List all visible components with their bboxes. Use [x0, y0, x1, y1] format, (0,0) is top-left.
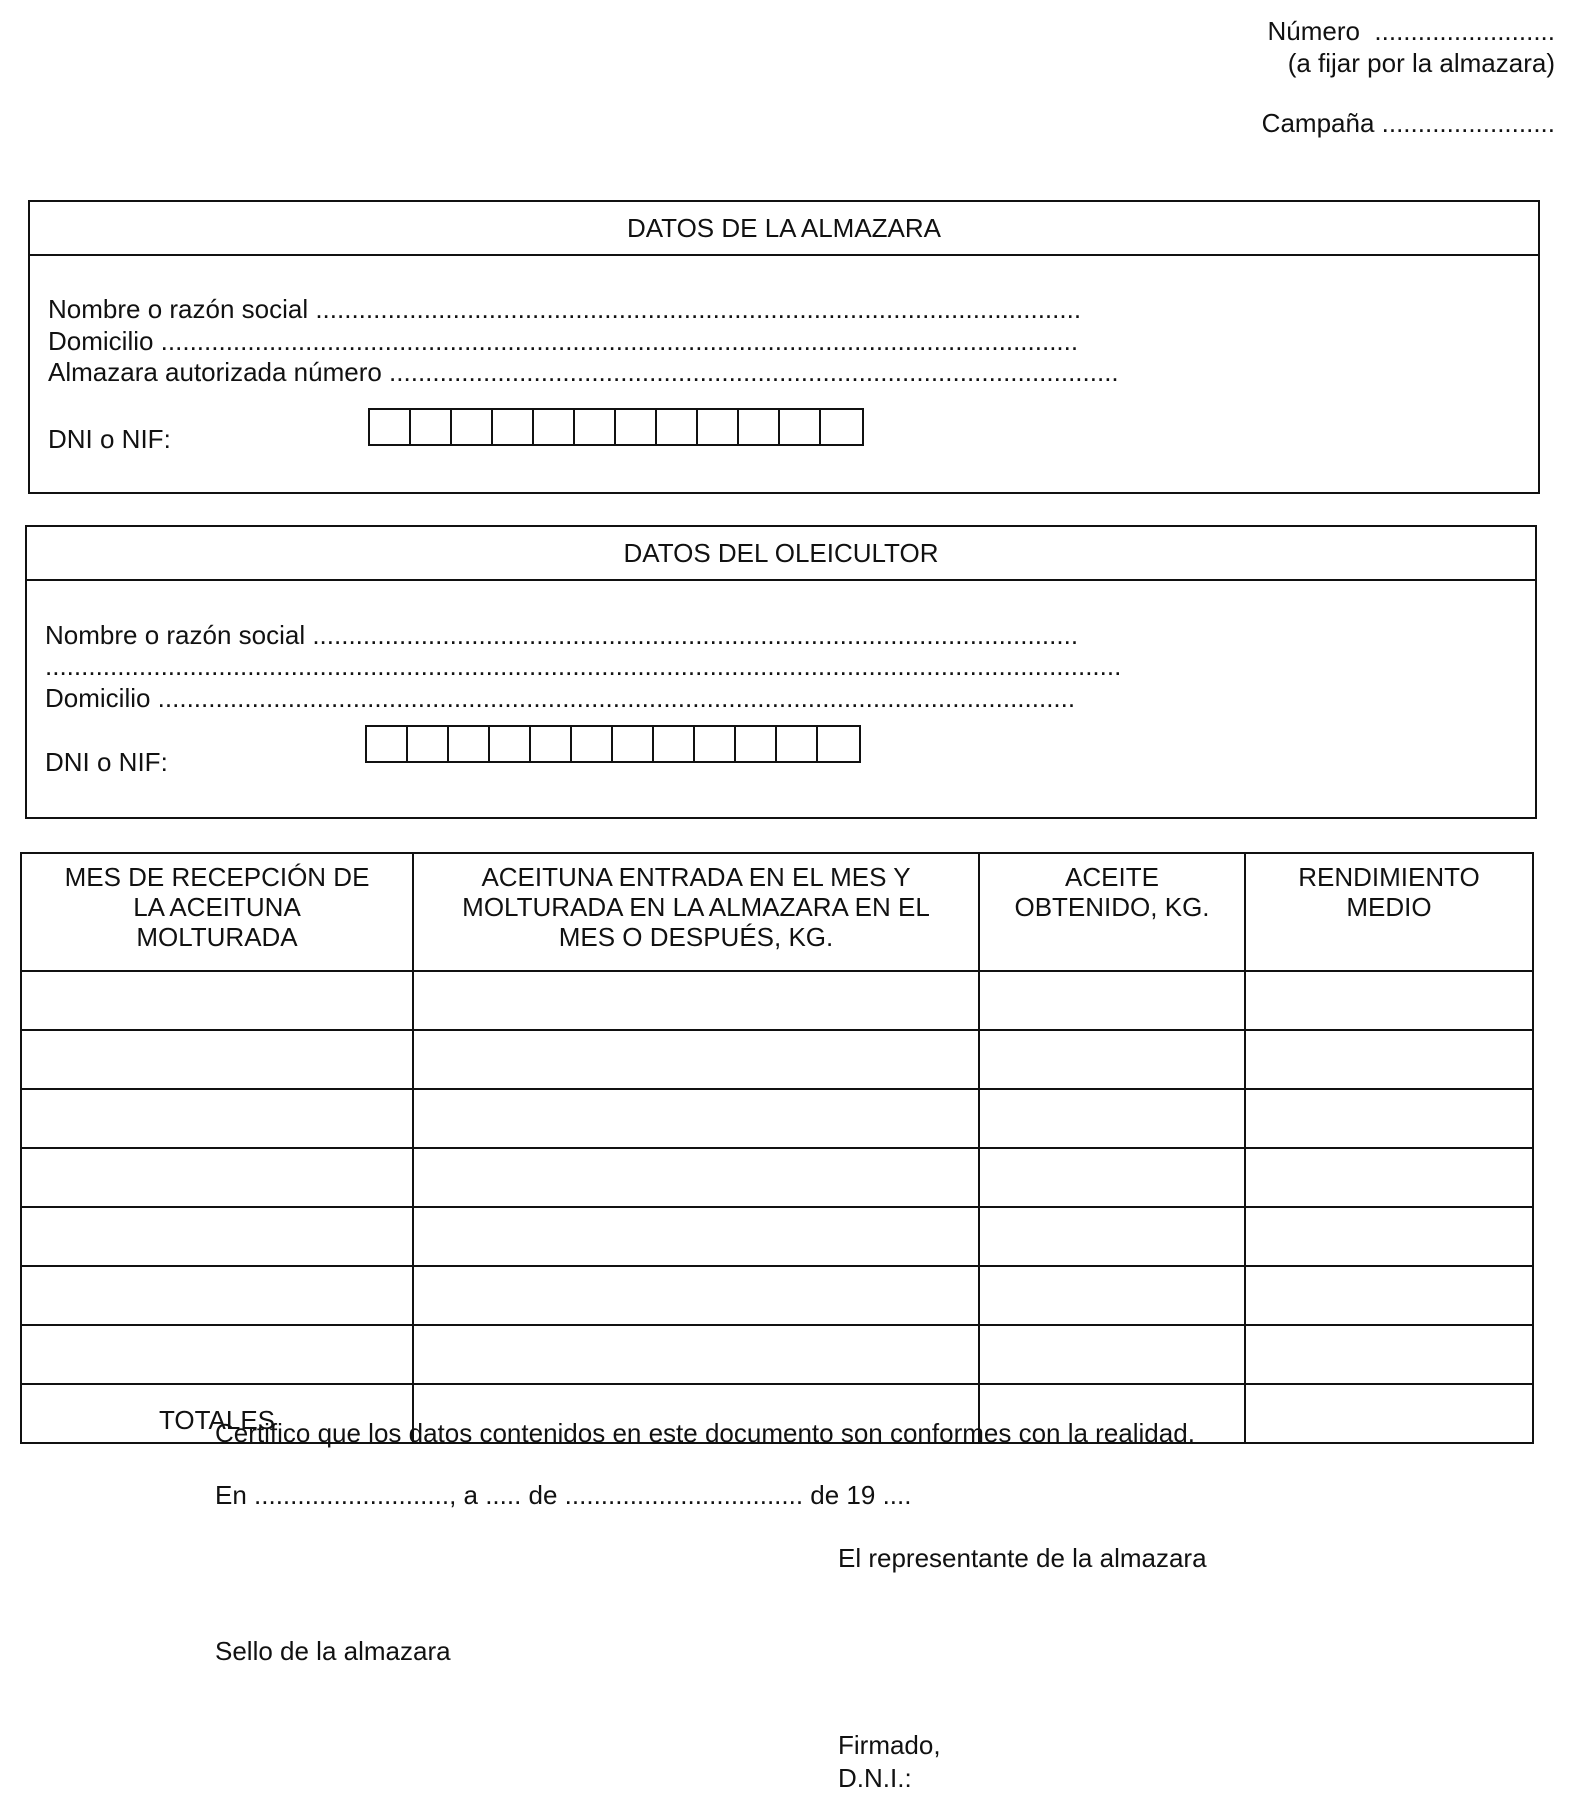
table-cell[interactable]: [979, 1266, 1245, 1325]
table-header-row: [21, 853, 1533, 971]
table-cell[interactable]: [1245, 1030, 1533, 1089]
nif-cell[interactable]: [531, 727, 572, 761]
nif-cell[interactable]: [695, 727, 736, 761]
table-cell[interactable]: [1245, 1148, 1533, 1207]
oleicultor-domicilio-field: Domicilio ...............................................................................................................................: [45, 683, 1076, 713]
almazara-autorizada-field: Almazara autorizada número .....................................................................................................: [48, 357, 1119, 387]
nif-cell[interactable]: [408, 727, 449, 761]
oleicultor-section: [25, 525, 1537, 819]
table-cell[interactable]: [979, 1148, 1245, 1207]
nif-cell[interactable]: [367, 727, 408, 761]
totales-label: TOTALES: [21, 1384, 413, 1443]
almazara-domicilio-field: Domicilio ...............................................................................................................................: [48, 326, 1079, 356]
campana-field: Campaña ........................: [1261, 108, 1555, 138]
table-row: [21, 1030, 1533, 1089]
certification-text: Certifico que los datos contenidos en este documento son conformes con la realidad.: [215, 1418, 1195, 1448]
nif-cell[interactable]: [654, 727, 695, 761]
oleicultor-title: DATOS DEL OLEICULTOR: [27, 527, 1535, 581]
firmado-label: Firmado,: [838, 1730, 941, 1760]
table-cell[interactable]: [21, 1325, 413, 1384]
table-cell[interactable]: [979, 1030, 1245, 1089]
table-cell[interactable]: [413, 1089, 979, 1148]
table-cell[interactable]: [1245, 1089, 1533, 1148]
dni-signature-label: D.N.I.:: [838, 1763, 912, 1793]
table-cell[interactable]: [1245, 971, 1533, 1030]
almazara-nif-boxes[interactable]: [368, 408, 864, 446]
nif-cell[interactable]: [616, 410, 657, 444]
nif-cell[interactable]: [821, 410, 862, 444]
table-cell[interactable]: [21, 971, 413, 1030]
almazara-title: DATOS DE LA ALMAZARA: [30, 202, 1538, 256]
table-row: [21, 1325, 1533, 1384]
col-mes-header: MES DE RECEPCIÓN DE LA ACEITUNA MOLTURADA: [21, 853, 413, 971]
col-aceite-header: ACEITE OBTENIDO, KG.: [979, 853, 1245, 971]
nif-cell[interactable]: [493, 410, 534, 444]
table-row: [21, 1089, 1533, 1148]
almazara-dni-label: DNI o NIF:: [48, 424, 171, 454]
molturacion-table: [20, 852, 1534, 1444]
nif-cell[interactable]: [411, 410, 452, 444]
totales-cell[interactable]: [1245, 1384, 1533, 1443]
nif-cell[interactable]: [657, 410, 698, 444]
table-cell[interactable]: [413, 1266, 979, 1325]
nif-cell[interactable]: [575, 410, 616, 444]
nif-cell[interactable]: [698, 410, 739, 444]
representante-label: El representante de la almazara: [838, 1543, 1207, 1573]
numero-note: (a fijar por la almazara): [1287, 48, 1555, 78]
table-cell[interactable]: [21, 1266, 413, 1325]
table-row: [21, 1207, 1533, 1266]
table-cell[interactable]: [1245, 1207, 1533, 1266]
table-cell[interactable]: [413, 1148, 979, 1207]
table-cell[interactable]: [1245, 1266, 1533, 1325]
nif-cell[interactable]: [818, 727, 859, 761]
table-row: [21, 971, 1533, 1030]
nif-cell[interactable]: [739, 410, 780, 444]
table-cell[interactable]: [21, 1207, 413, 1266]
table-cell[interactable]: [979, 1325, 1245, 1384]
numero-field: Número .........................: [1267, 16, 1555, 46]
table-cell[interactable]: [21, 1030, 413, 1089]
table-cell[interactable]: [413, 1030, 979, 1089]
nif-cell[interactable]: [534, 410, 575, 444]
table-cell[interactable]: [979, 1207, 1245, 1266]
table-cell[interactable]: [413, 971, 979, 1030]
table-cell[interactable]: [979, 1089, 1245, 1148]
table-cell[interactable]: [1245, 1325, 1533, 1384]
nif-cell[interactable]: [449, 727, 490, 761]
nif-cell[interactable]: [613, 727, 654, 761]
table-row: [21, 1148, 1533, 1207]
table-cell[interactable]: [979, 971, 1245, 1030]
nif-cell[interactable]: [452, 410, 493, 444]
nif-cell[interactable]: [490, 727, 531, 761]
nif-cell[interactable]: [572, 727, 613, 761]
oleicultor-dni-label: DNI o NIF:: [45, 747, 168, 777]
oleicultor-nombre-field: Nombre o razón social ..........................................................................................................: [45, 620, 1079, 650]
sello-label: Sello de la almazara: [215, 1636, 451, 1666]
table-cell[interactable]: [21, 1089, 413, 1148]
oleicultor-nombre-continuation: .....................................................................................................................................................: [45, 651, 1122, 681]
nif-cell[interactable]: [777, 727, 818, 761]
col-rendimiento-header: RENDIMIENTO MEDIO: [1245, 853, 1533, 971]
table-cell[interactable]: [413, 1207, 979, 1266]
place-date-line: En ..........................., a ..... de ................................. de 19 ....: [215, 1480, 912, 1510]
nif-cell[interactable]: [780, 410, 821, 444]
oleicultor-nif-boxes[interactable]: [365, 725, 861, 763]
nif-cell[interactable]: [370, 410, 411, 444]
nif-cell[interactable]: [736, 727, 777, 761]
table-cell[interactable]: [413, 1325, 979, 1384]
table-cell[interactable]: [21, 1148, 413, 1207]
col-aceituna-header: ACEITUNA ENTRADA EN EL MES Y MOLTURADA EN LA ALMAZARA EN EL MES O DESPUÉS, KG.: [413, 853, 979, 971]
almazara-section: [28, 200, 1540, 494]
almazara-nombre-field: Nombre o razón social ..........................................................................................................: [48, 294, 1082, 324]
table-row: [21, 1266, 1533, 1325]
